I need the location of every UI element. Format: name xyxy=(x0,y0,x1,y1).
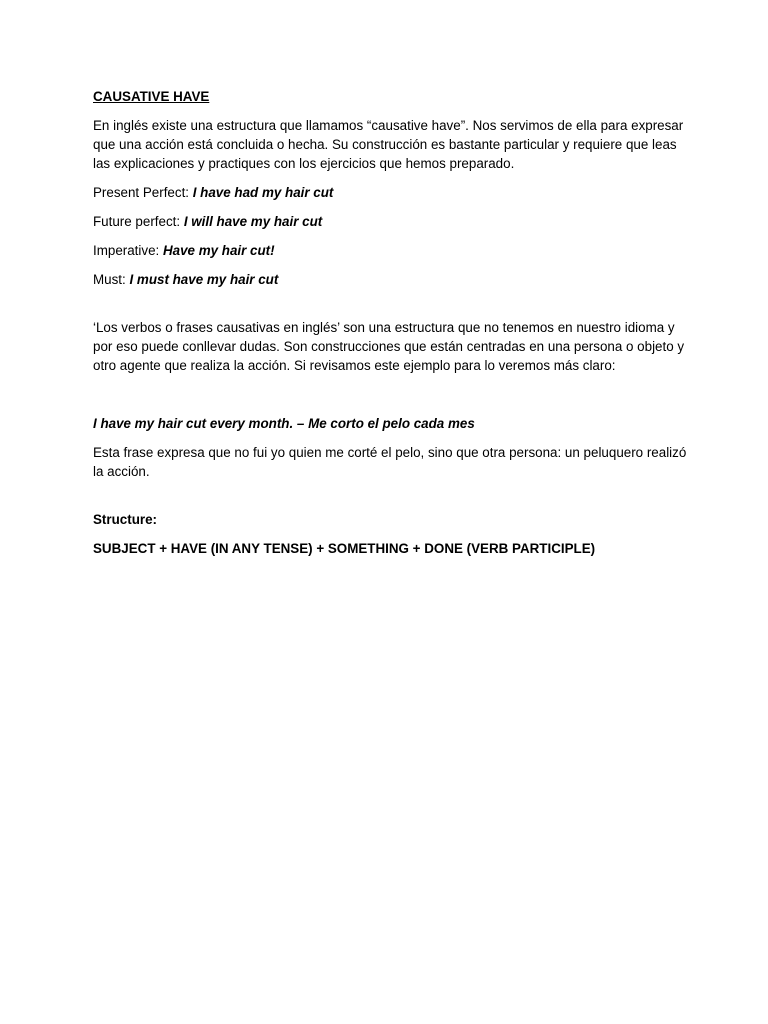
example-text: I will have my hair cut xyxy=(183,214,323,229)
document-title: CAUSATIVE HAVE xyxy=(93,89,210,104)
example-text: I have had my hair cut xyxy=(192,185,334,200)
spacer xyxy=(93,289,693,318)
example-must xyxy=(93,270,693,289)
example-label: Future perfect: xyxy=(93,214,184,229)
example-imperative xyxy=(93,241,693,260)
intro-paragraph: En inglés existe una estructura que llamamos “causative have”. Nos servimos de ella para expresar que una acción está concluida o hecha. Su construcción es bastante particular y requiere que leas las explicaciones y practiques con los ejercicios que hemos preparado. xyxy=(93,118,684,171)
example-text: Have my hair cut! xyxy=(162,243,275,258)
structure-label: Structure: xyxy=(93,512,157,527)
example-sentence: I have my hair cut every month. – Me corto el pelo cada mes xyxy=(93,416,475,431)
example-label: Present Perfect: xyxy=(93,185,193,200)
document-body xyxy=(93,87,693,558)
example-present-perfect xyxy=(93,183,693,202)
example-future-perfect xyxy=(93,212,693,231)
example-explanation: Esta frase expresa que no fui yo quien me corté el pelo, sino que otra persona: un peluquero realizó la acción. xyxy=(93,445,687,479)
explanation-paragraph: ‘Los verbos o frases causativas en inglés’ son una estructura que no tenemos en nuestro idioma y por eso puede conllevar dudas. Son construcciones que están centradas en una persona o objeto y otro agente que realiza la acción. Si revisamos este ejemplo para lo veremos más claro: xyxy=(93,320,685,373)
example-label: Must: xyxy=(93,272,130,287)
structure-formula: SUBJECT + HAVE (IN ANY TENSE) + SOMETHING + DONE (VERB PARTICIPLE) xyxy=(93,541,596,556)
example-text: I must have my hair cut xyxy=(129,272,279,287)
example-label: Imperative: xyxy=(93,243,163,258)
spacer xyxy=(93,481,693,510)
spacer xyxy=(93,385,693,414)
